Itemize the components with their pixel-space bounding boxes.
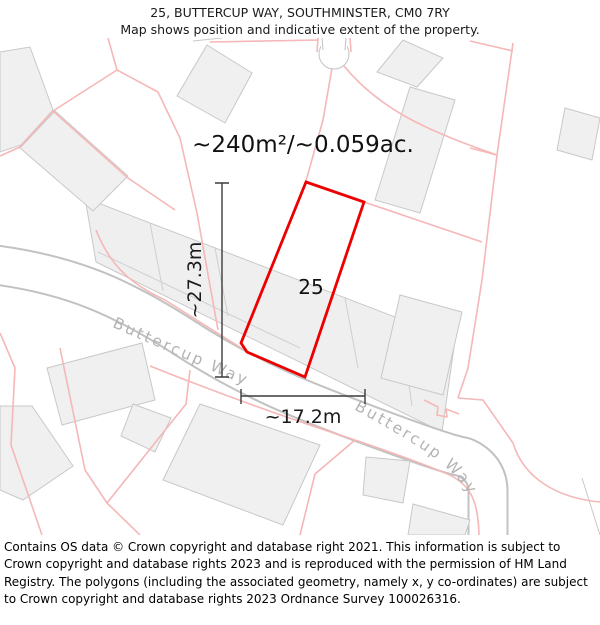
building — [408, 504, 470, 535]
building — [121, 404, 171, 452]
building — [557, 108, 600, 160]
building — [177, 45, 252, 123]
street-name-text: Buttercup Way — [351, 396, 482, 499]
area-label: ~240m²/~0.059ac. — [192, 132, 414, 158]
street-name-text: Buttercup Way — [110, 313, 252, 390]
copyright-notice: Contains OS data © Crown copyright and database right 2021. This information is subject to Crown copyright and database rights 2023 and is reproduced with the permission of HM Land Registry. The polygons (including the associated geometry, namely x, y co-ordinates) are subject to Crown copyright and database rights 2023 Ordnance Survey 100026316. — [4, 539, 596, 609]
dimension-vertical-label: ~27.3m — [184, 241, 206, 319]
property-address-title: 25, BUTTERCUP WAY, SOUTHMINSTER, CM0 7RY — [150, 5, 450, 20]
map-canvas — [0, 38, 600, 535]
dimension-horizontal-label: ~17.2m — [264, 406, 342, 428]
map-description: Map shows position and indicative extent of the property. — [120, 22, 480, 37]
building — [377, 40, 443, 87]
map-header — [0, 0, 600, 38]
building — [363, 457, 410, 503]
plot-number-label: 25 — [298, 275, 324, 299]
land-registry-map — [0, 38, 600, 535]
cul-de-sac — [319, 38, 349, 69]
